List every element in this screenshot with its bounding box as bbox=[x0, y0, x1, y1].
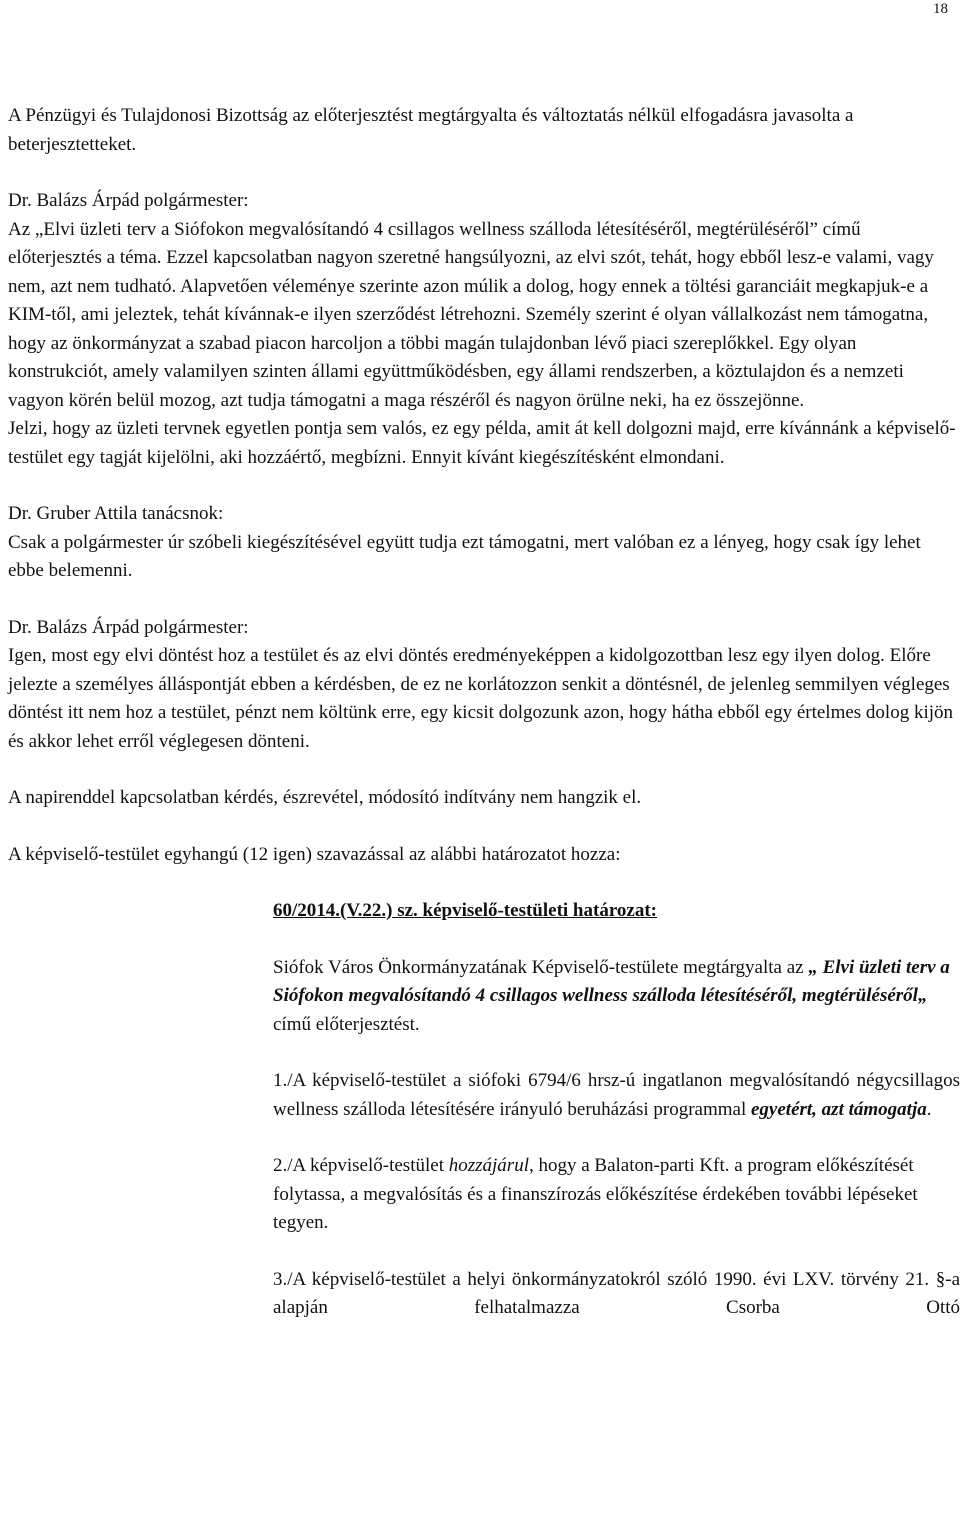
committee-paragraph: A Pénzügyi és Tulajdonosi Bizottság az előterjesztést megtárgyalta és változtatás nélkül elfogadásra javasolta a beterjesztetteket. bbox=[8, 105, 854, 155]
mayor-statement: Az „Elvi üzleti terv a Siófokon megvalósítandó 4 csillagos wellness szálloda létesítéséről, megtérüléséről” című előterjesztés a téma. Ezzel kapcsolatban nagyon szeretné hangsúlyozni, az elvi szót, tehát, hogy ebből lesz-e valami, vagy nem, azt nem tudható. Alapvetően véleménye szerinte azon múlik a dolog, hogy ennek a töltési garanciáit megkapjuk-e a KIM-től, ami jeleztek, tehát kívánnak-e ilyen szerződést létrehozni. Személy szerint é olyan vállalkozást nem támogatna, hogy az önkormányzat a szabad piacon harcoljon a többi magán tulajdonban lévő piaci szereplőkkel. Egy olyan konstrukciót, amely valamilyen szinten állami együttműködésben, egy állami rendszerben, a köztulajdon és a nemzeti vagyon körén belül mozog, azt tudja támogatni a maga részéről és nagyon örülne neki, ha ez összejönne. bbox=[8, 218, 934, 411]
speaker-heading: Dr. Gruber Attila tanácsnok: bbox=[8, 503, 224, 524]
point-2-end: , hogy a Balaton-parti Kft. a program előkészítését folytassa, a megvalósítás és a finanszírozás előkészítése érdekében további lépéseket tegyen. bbox=[273, 1155, 918, 1233]
point-1-emphasis: egyetért, azt támogatja bbox=[751, 1098, 927, 1120]
resolution-intro-title: „ Elvi üzleti terv a Siófokon megvalósítandó 4 csillagos wellness szálloda létesítéséről, megtérüléséről„ bbox=[273, 956, 950, 1006]
point-1-end: . bbox=[926, 1098, 932, 1120]
councillor-statement: Csak a polgármester úr szóbeli kiegészítésével együtt tudja ezt támogatni, mert valóban ez a lényeg, hogy csak így lehet ebbe belemenni. bbox=[8, 531, 921, 581]
page-number: 18 bbox=[933, 1, 948, 17]
speaker-heading: Dr. Balázs Árpád polgármester: bbox=[8, 190, 249, 211]
resolution-intro-end: című előterjesztést. bbox=[273, 1013, 420, 1035]
resolution-point-1 bbox=[273, 1067, 960, 1124]
resolution-point-3: 3./A képviselő-testület a helyi önkormányzatokról szóló 1990. évi LXV. törvény 21. §-a alapján felhatalmazza Csorba Ottó bbox=[273, 1268, 960, 1318]
resolution-heading: 60/2014.(V.22.) sz. képviselő-testületi határozat: bbox=[273, 900, 657, 921]
agenda-note: A napirenddel kapcsolatban kérdés, észrevétel, módosító indítvány nem hangzik el. bbox=[8, 787, 642, 808]
resolution-intro-text: Siófok Város Önkormányzatának Képviselő-testülete megtárgyalta az bbox=[273, 956, 809, 978]
point-2-text: 2./A képviselő-testület bbox=[273, 1155, 449, 1176]
resolution-intro bbox=[273, 954, 960, 1040]
vote-result: A képviselő-testület egyhangú (12 igen) szavazással az alábbi határozatot hozza: bbox=[8, 843, 621, 865]
document-body bbox=[8, 102, 958, 1323]
mayor-statement-continued: Jelzi, hogy az üzleti tervnek egyetlen pontja sem valós, ez egy példa, amit át kell dolgozni majd, erre kívánnánk a képviselő-testület egy tagját kijelölni, aki hozzáértő, megbízni. Ennyit kívánt kiegészítésként elmondani. bbox=[8, 418, 956, 468]
point-2-emphasis: hozzájárul bbox=[448, 1155, 529, 1176]
point-1-text: 1./A képviselő-testület a siófoki 6794/6 hrsz-ú ingatlanon megvalósítandó négycsillagos wellness szálloda létesítésére irányuló beruházási programmal bbox=[273, 1070, 960, 1120]
speaker-heading: Dr. Balázs Árpád polgármester: bbox=[8, 616, 249, 638]
mayor-reply: Igen, most egy elvi döntést hoz a testület és az elvi döntés eredményeképpen a kidolgozottban lesz egy ilyen dolog. Előre jelezte a személyes álláspontját ebben a kérdésben, de ez ne korlátozzon senkit a döntésnél, de jelenleg semmilyen végleges döntést itt nem hoz a testület, pénzt nem költünk erre, egy kicsit dolgozunk azon, hogy hátha ebből egy értelmes dolog kijön és akkor lehet erről véglegesen dönteni. bbox=[8, 645, 954, 752]
resolution-point-2 bbox=[273, 1152, 960, 1238]
resolution-block bbox=[273, 897, 960, 1323]
